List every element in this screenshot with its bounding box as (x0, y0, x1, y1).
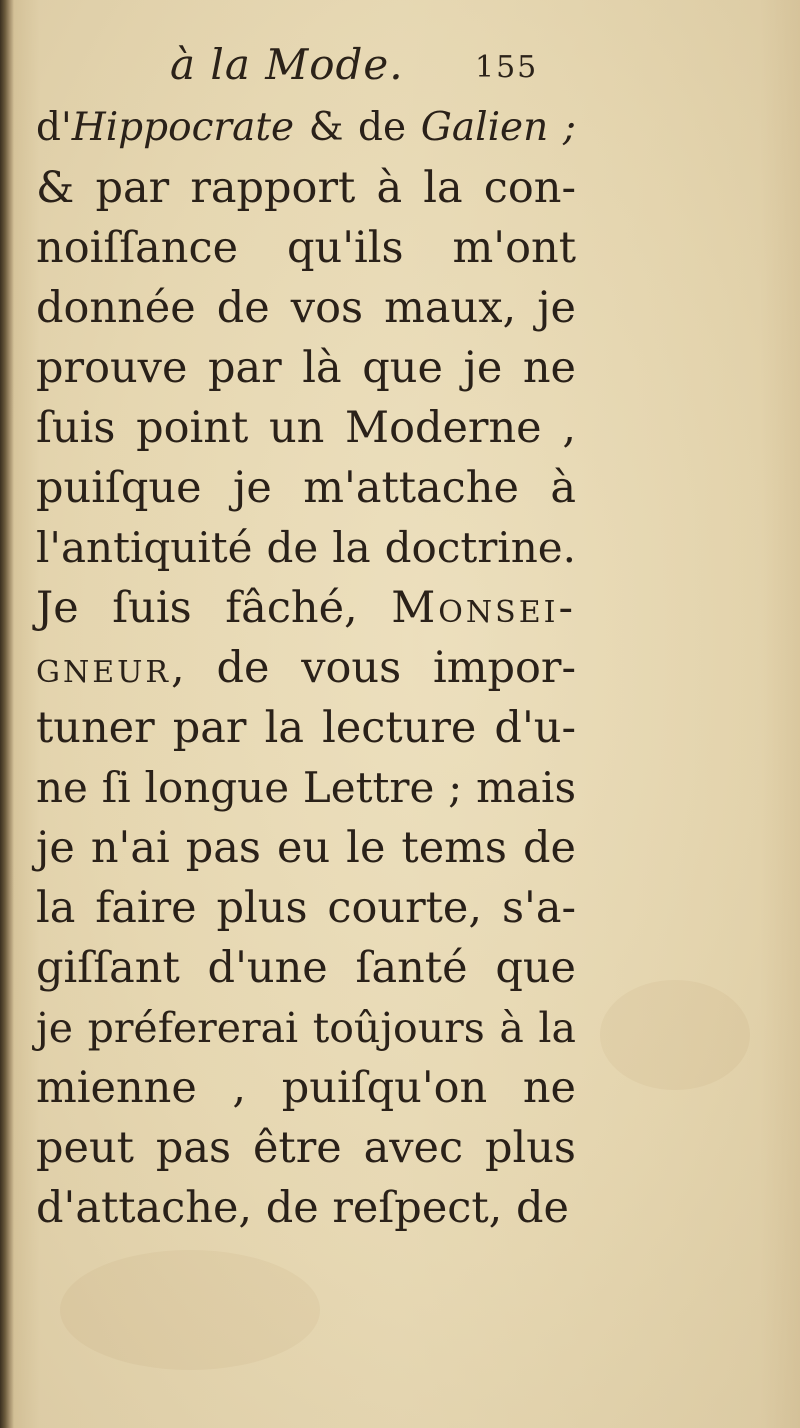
text-run: Hippocrate (71, 105, 295, 150)
text-run: d' (36, 105, 72, 150)
text-run: l'antiquité de la doctrine. (36, 523, 576, 572)
text-run: ſuis point un Moderne , (36, 403, 576, 453)
text-run: giſſant d'une ſanté que (36, 943, 576, 993)
text-run: prouve par là que je ne (36, 343, 576, 393)
running-head-title: à la Mode. (170, 40, 404, 89)
text-run: noiſſance qu'ils m'ont (36, 223, 576, 273)
text-run: ne ſi longue Lettre ; mais (36, 763, 576, 812)
text-run: puiſque je m'attache à (36, 463, 576, 513)
text-run: peut pas être avec plus (36, 1123, 576, 1173)
text-run: & par rapport à la con- (36, 163, 576, 213)
running-head (170, 40, 570, 100)
text-run: tuner par la lecture d'u- (36, 703, 576, 753)
text-run: donnée de vos maux, je (36, 283, 576, 333)
text-run: , de vous impor- (171, 643, 576, 693)
text-run: gneur (36, 643, 171, 693)
text-line (36, 218, 576, 278)
text-run: Je ſuis fâché, (36, 583, 392, 633)
text-line (36, 458, 576, 518)
text-line (36, 938, 576, 998)
text-line (36, 878, 576, 938)
text-run: mienne , puiſqu'on ne (36, 1063, 576, 1113)
text-run: Monsei- (391, 583, 576, 633)
text-line (36, 398, 576, 458)
paper-stain (60, 1250, 320, 1370)
text-run: & de (294, 105, 421, 150)
text-line (36, 158, 576, 218)
text-line (36, 998, 576, 1058)
text-run: d'attache, de reſpect, de (36, 1183, 569, 1233)
text-line (36, 518, 576, 578)
text-line (36, 638, 576, 698)
text-run: Galien ; (420, 105, 576, 150)
paper-stain (600, 980, 750, 1090)
text-line (36, 758, 576, 818)
text-line (36, 338, 576, 398)
text-run: je n'ai pas eu le tems de (36, 823, 576, 873)
body-text (36, 98, 576, 1238)
page-number: 155 (475, 50, 539, 85)
text-line (36, 578, 576, 638)
text-line (36, 818, 576, 878)
text-line (36, 698, 576, 758)
text-line (36, 278, 576, 338)
text-line (36, 1118, 576, 1178)
text-line (36, 1178, 576, 1238)
text-line (36, 98, 576, 158)
book-gutter (0, 0, 14, 1428)
text-run: je préfererai toûjours à la (36, 1004, 576, 1052)
text-line (36, 1058, 576, 1118)
text-run: la faire plus courte, s'a- (36, 883, 576, 933)
